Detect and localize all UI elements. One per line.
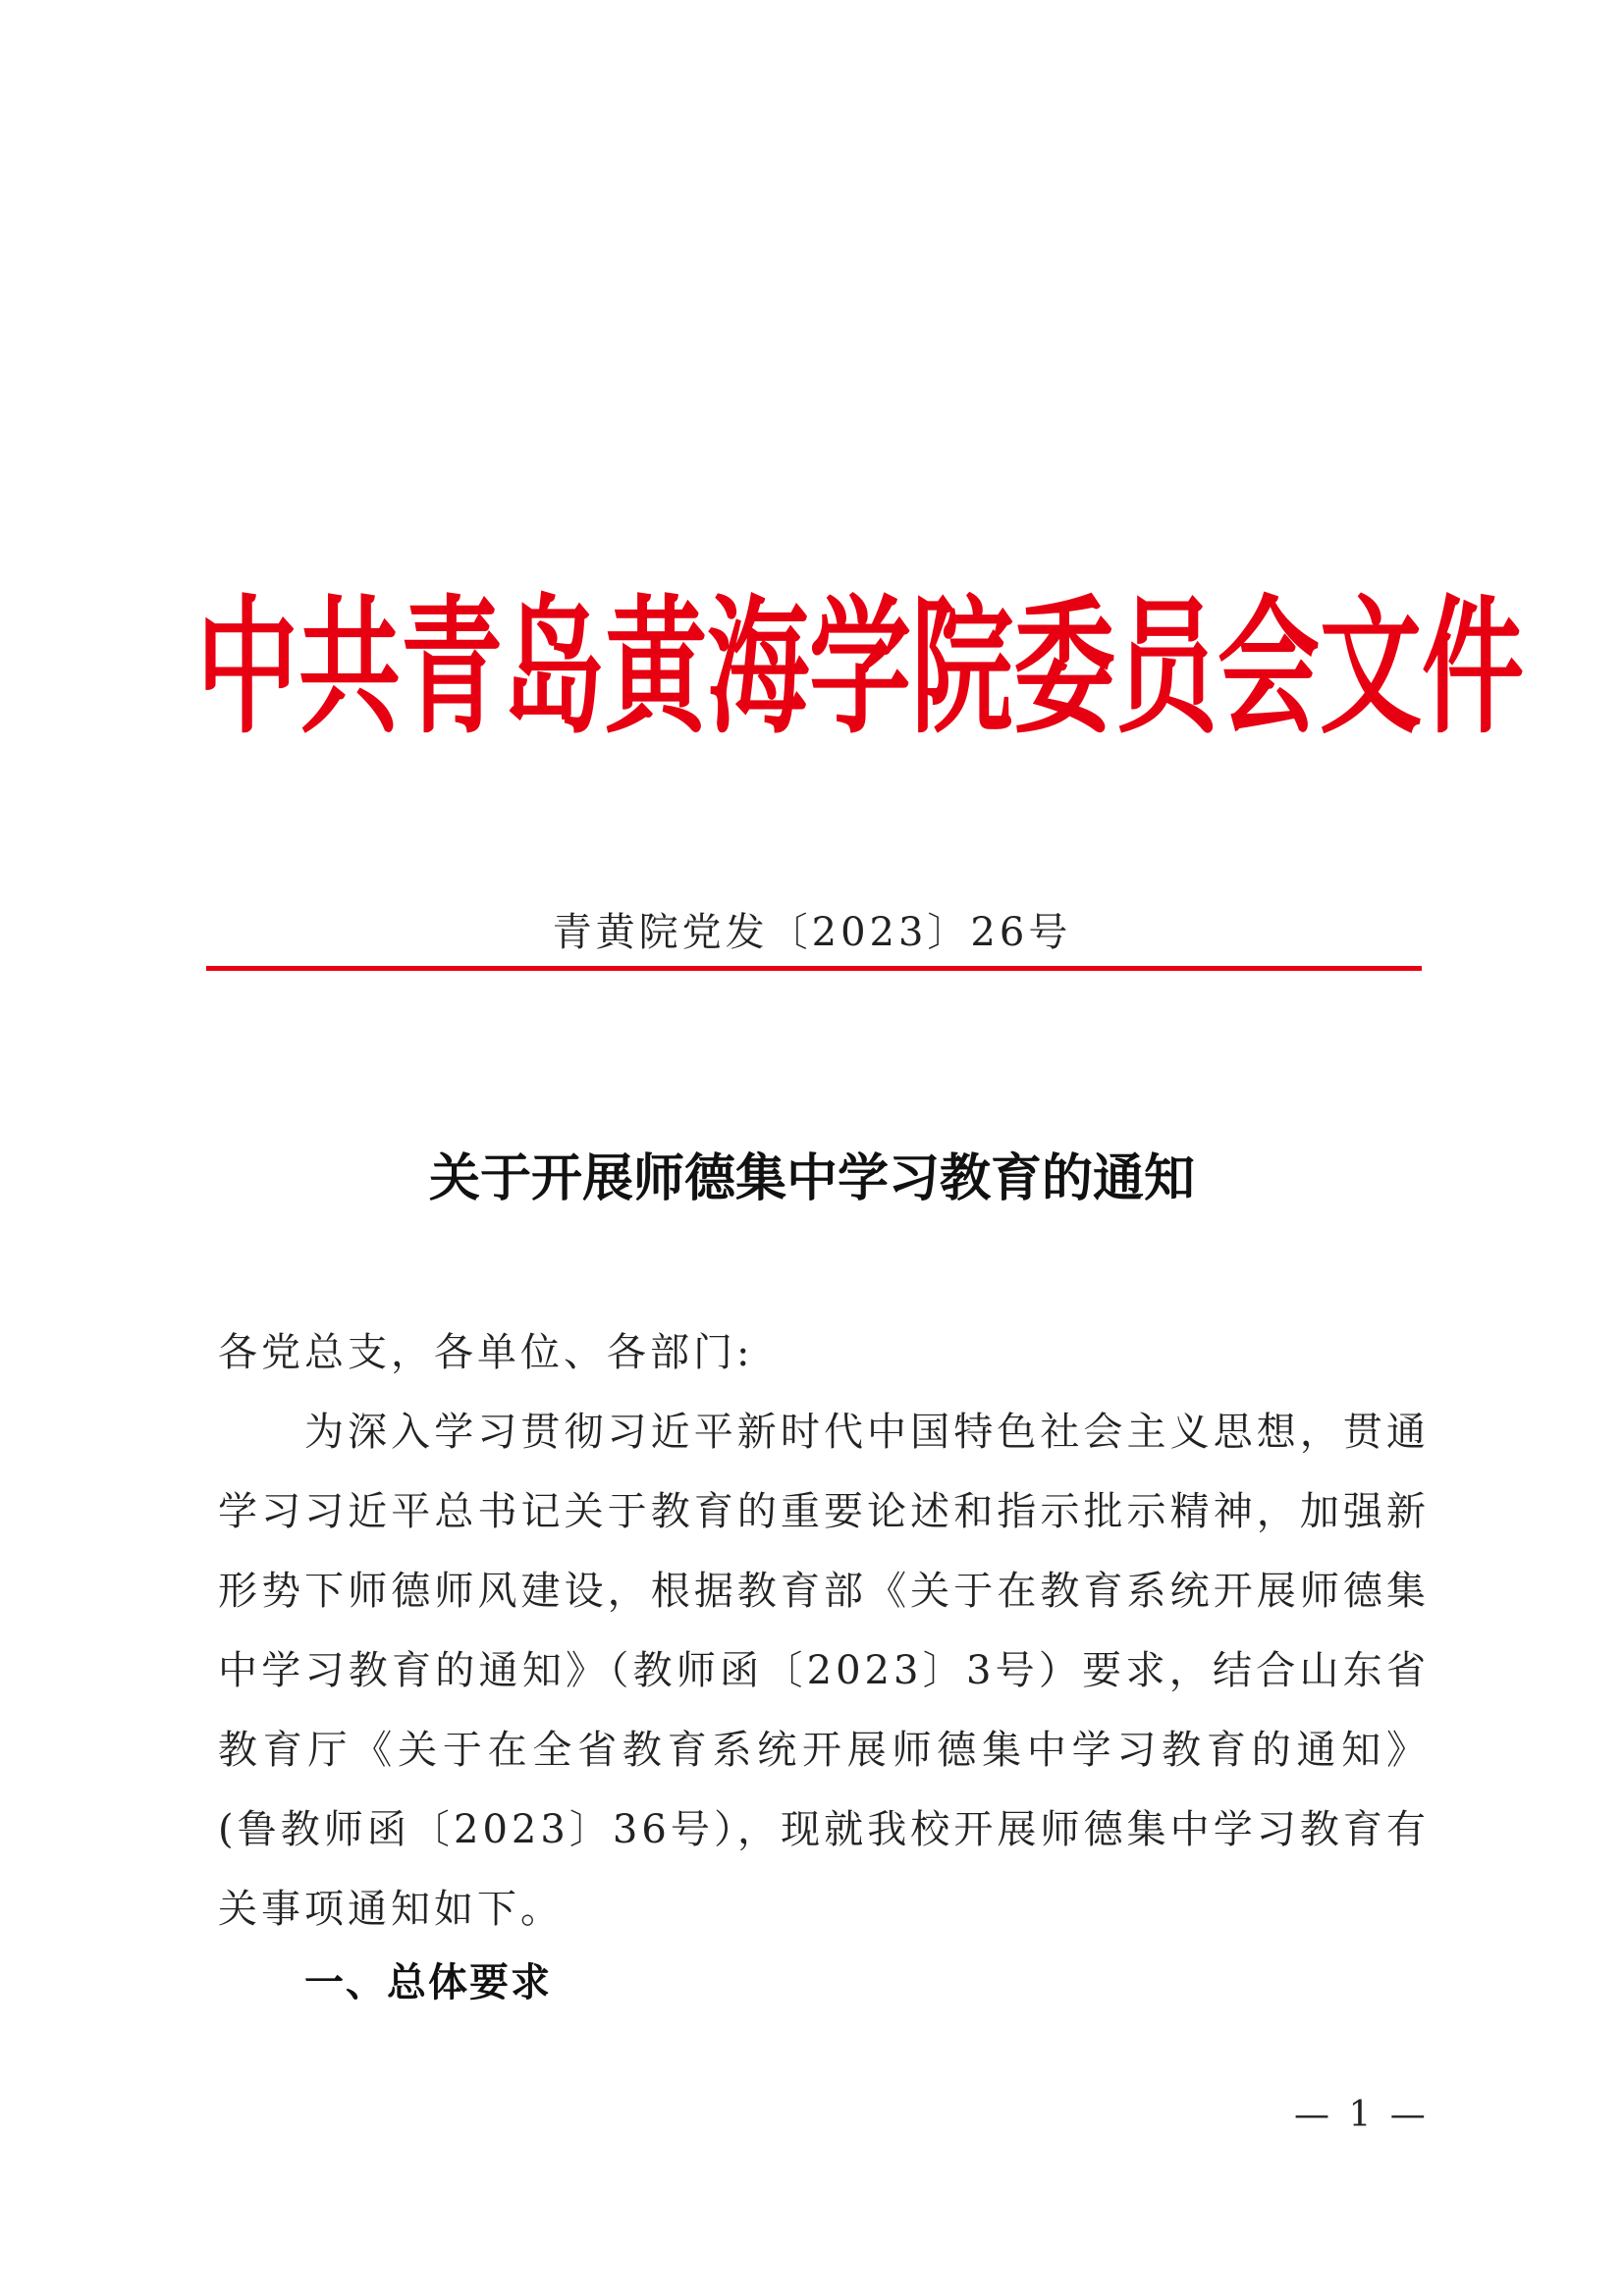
notice-body (218, 1313, 1430, 1949)
section-heading: 一、总体要求 (304, 1960, 552, 2005)
document-number: 青黄院党发〔2023〕26号 (552, 910, 1072, 955)
page-number: — 1 — (1294, 2095, 1430, 2135)
red-divider-line (206, 966, 1422, 971)
issuer-title: 中共青岛黄海学院委员会文件 (196, 580, 1525, 755)
salutation: 各党总支，各单位、各部门: (218, 1330, 754, 1375)
intro-paragraph: 为深入学习贯彻习近平新时代中国特色社会主义思想，贯通学习习近平总书记关于教育的重要论述和指示批示精神，加强新形势下师德师风建设，根据教育部《关于在教育系统开展师德集中学习教育的通知》（教师函〔2023〕3号）要求，结合山东省教育厅《关于在全省教育系统开展师德集中学习教育的通知》(鲁教师函〔2023〕36号），现就我校开展师德集中学习教育有关事项通知如下。 (218, 1410, 1430, 1932)
notice-title: 关于开展师德集中学习教育的通知 (428, 1148, 1195, 1208)
